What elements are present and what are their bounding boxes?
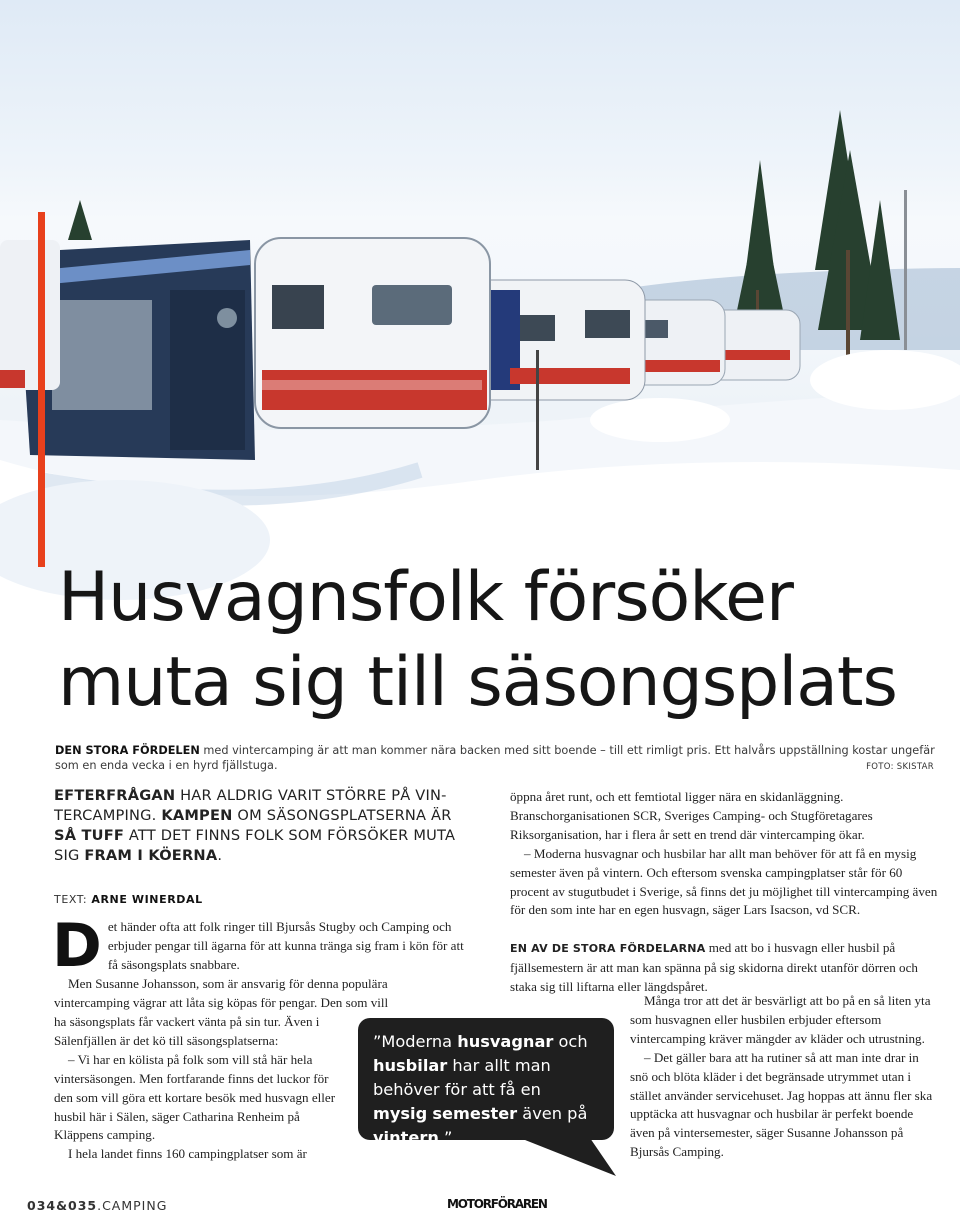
caption-text: med vintercamping är att man kommer nära backen med sitt boende – till ett rimligt pris. Ett halvårs uppställning kostar ungefär som en enda vecka i en hyrd fjällstuga.: [55, 744, 935, 772]
body-paragraph: ha säsongsplats får vackert vänta på sin tur. Även i Sälenfjällen är det kö till säsongsplatserna:: [54, 1014, 320, 1048]
article-headline: [58, 555, 897, 725]
photo-credit: FOTO: SKISTAR: [866, 762, 934, 772]
quote-text: även på: [517, 1104, 588, 1123]
ingress-bold-4: FRAM I KÖERNA: [84, 847, 218, 864]
photo-caption: [55, 743, 935, 773]
body-column-2: [510, 788, 938, 997]
quote-bold: vintern: [373, 1128, 439, 1147]
ingress-text-1: HAR ALDRIG VARIT STÖRRE PÅ VIN-TERCAMPING.: [54, 787, 447, 824]
ingress-bold-2: KAMPEN: [161, 807, 233, 824]
body-paragraph: [510, 939, 938, 997]
body-column-2-lower: [630, 992, 938, 1162]
pull-quote: [358, 1018, 614, 1147]
caption-lead: DEN STORA FÖRDELEN: [55, 744, 200, 757]
quote-bold: husbilar: [373, 1056, 448, 1075]
byline: [54, 893, 203, 906]
quote-text: har allt man behöver för att få en: [373, 1056, 551, 1099]
body-paragraph: – Moderna husvagnar och husbilar har allt man behöver för att få en mysig semester även på vintern. Och eftersom svenska campingplatser står för 60 procent av stugutbudet i Sverige, så finns det ju möjlighet till vintercamping även för den som inte har en egen husvagn, säger Lars Isacson, vd SCR.: [510, 845, 938, 918]
quote-bold: mysig: [373, 1104, 428, 1123]
ingress-bold-3: SÅ TUFF: [54, 827, 125, 844]
body-paragraph: – Vi har en kölista på folk som vill stå här hela vintersäsongen. Men fortfarande finns det luckor för den som vill göra ett kortare besök med husvagn eller husbil här i Sälen, säger Catharina Renheim på Kläppens camping.: [54, 1051, 336, 1143]
article-ingress: [54, 786, 474, 866]
quote-text: .”: [438, 1128, 453, 1147]
ingress-text-4: .: [217, 847, 223, 864]
magazine-logo: MOTORFÖRAREN: [447, 1197, 547, 1211]
section-name: .CAMPING: [97, 1198, 168, 1213]
body-paragraph: I hela landet finns 160 campingplatser som är: [68, 1146, 307, 1162]
quote-bold: semester: [432, 1104, 518, 1123]
byline-author: ARNE WINERDAL: [91, 893, 203, 906]
ingress-text-2: OM SÄSONGSPLATSERNA ÄR: [232, 807, 452, 824]
body-column-1-lower: [54, 1013, 336, 1164]
drop-cap: D: [52, 911, 102, 981]
quote-bold: husvagnar: [457, 1032, 554, 1051]
headline-line-2: muta sig till säsongsplats: [58, 643, 897, 722]
body-paragraph: öppna året runt, och ett femtiotal ligger nära en skidanläggning. Branschorganisationen SCR, Sveriges Camping- och Stugföretagares Riksorganisation, har i flera år sett en trend där vintercamping ökar.: [510, 789, 873, 842]
body-column-1: [52, 911, 464, 1013]
ingress-bold-1: EFTERFRÅGAN: [54, 787, 176, 804]
page-numbers: 034&035: [27, 1198, 98, 1213]
page-footer: [27, 1198, 167, 1213]
body-paragraph: Men Susanne Johansson, som är ansvarig för denna populära vintercamping vägrar att låta sig köpas för pengar. Den som vill: [54, 975, 389, 1010]
body-text: med att bo i husvagn eller husbil på fjällsemestern är att man kan spänna på sig skidorna direkt utanför dörren och staka sig till liftarna eller längdspåret.: [510, 940, 918, 995]
byline-label: TEXT:: [54, 893, 92, 906]
body-text: et händer ofta att folk ringer till Bjursås Stugby och Camping och erbjuder pengar till ägarna för att kunna tränga sig fram i kön för att få säsongsplats snabbare.: [107, 919, 464, 972]
body-paragraph: [52, 911, 464, 981]
ingress-text-3: ATT DET FINNS FOLK SOM FÖRSÖKER MUTA SIG: [54, 827, 456, 864]
speech-bubble-tail-icon: [520, 1138, 620, 1178]
quote-text: och: [553, 1032, 588, 1051]
paragraph-lead: EN AV DE STORA FÖRDELARNA: [510, 942, 706, 956]
body-paragraph: Många tror att det är besvärligt att bo på en så liten yta som husvagnen eller husbilen erbjuder eftersom vintercamping kräver mängder av kläder och utrustning.: [630, 993, 931, 1046]
quote-text: ”Moderna: [373, 1032, 458, 1051]
body-paragraph: – Det gäller bara att ha rutiner så att man inte drar in snö och blöta kläder i det begränsade utrymmet utan i stället använder servicehuset. Jag hoppas att ännu fler ska upptäcka att husvagnar och husbilar är perfekt boende även på vintersemester, säger Susanne Johansson på Bjursås Camping.: [630, 1049, 933, 1160]
headline-line-1: Husvagnsfolk försöker: [58, 558, 793, 637]
